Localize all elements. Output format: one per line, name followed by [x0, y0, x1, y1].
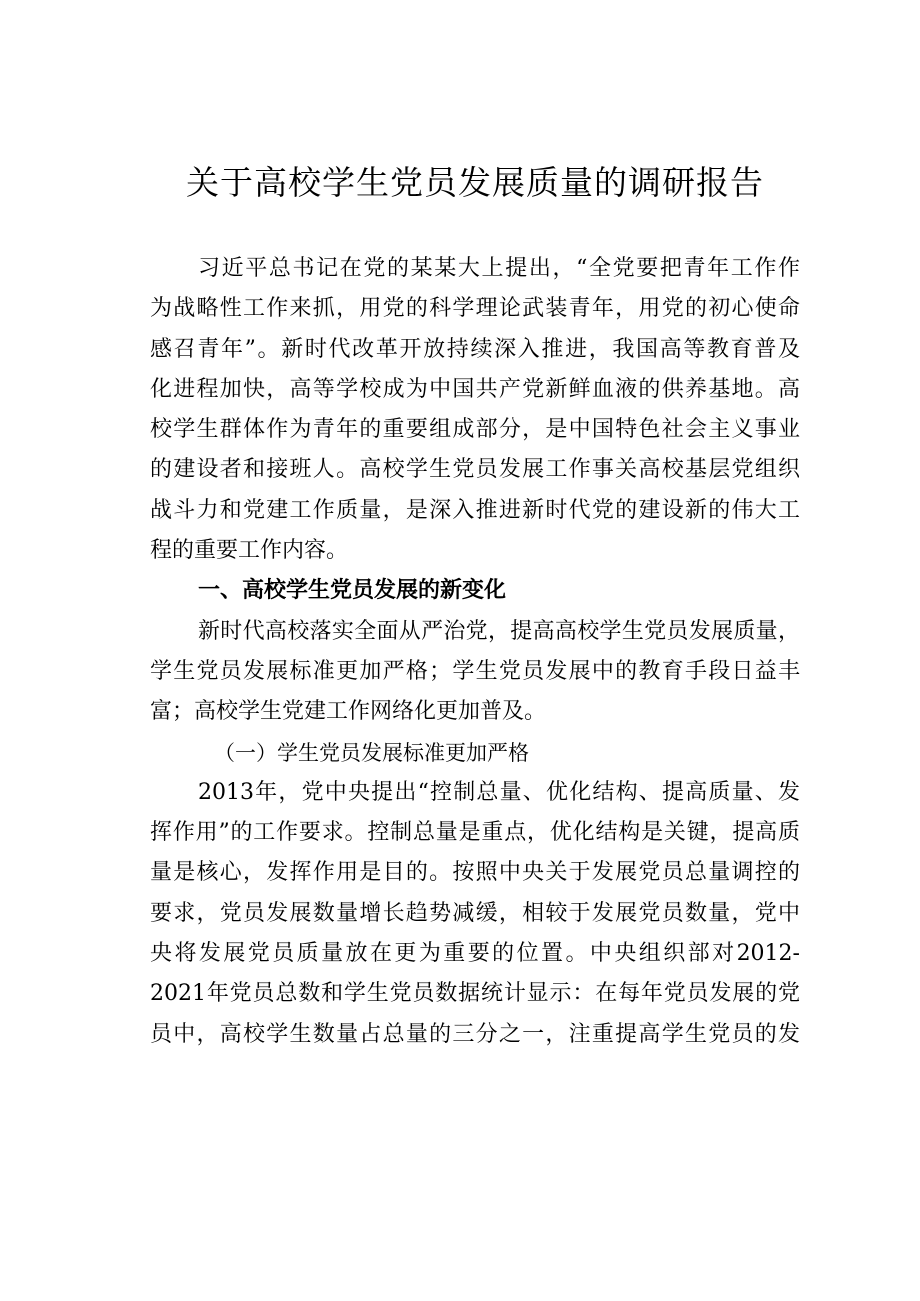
document-title: 关于高校学生党员发展质量的调研报告 [186, 163, 764, 202]
text-line: 习近平总书记在党的某某大上提出，“全党要把青年工作作 [198, 256, 800, 281]
section-heading: 一、高校学生党员发展的新变化 [198, 578, 507, 604]
paragraph-standards [150, 773, 800, 1055]
text-line: 为战略性工作来抓，用党的科学理论武装青年，用党的初心使命 [150, 296, 800, 322]
text-line: 校学生群体作为青年的重要组成部分，是中国特色社会主义事业 [150, 417, 800, 443]
text-line: 战斗力和党建工作质量，是深入推进新时代党的建设新的伟大工 [150, 497, 800, 523]
text-line: 化进程加快，高等学校成为中国共产党新鲜血液的供养基地。高 [150, 376, 800, 402]
text-line: 的建设者和接班人。高校学生党员发展工作事关高校基层党组织 [150, 457, 800, 483]
text-line: 要求，党员发展数量增长趋势减缓，相较于发展党员数量，党中 [150, 900, 800, 926]
paragraph-intro [150, 249, 800, 571]
text-line: 感召青年”。新时代改革开放持续深入推进，我国高等教育普及 [150, 336, 800, 362]
text-line: 2021年党员总数和学生党员数据统计显示：在每年党员发展的党 [150, 981, 800, 1007]
text-line: 量是核心，发挥作用是目的。按照中央关于发展党员总量调控的 [150, 860, 800, 886]
text-line: 员中，高校学生数量占总量的三分之一，注重提高学生党员的发 [150, 1021, 800, 1047]
paragraph-section-summary [150, 612, 800, 733]
text-line: 富；高校学生党建工作网络化更加普及。 [150, 699, 547, 725]
text-line: 学生党员发展标准更加严格；学生党员发展中的教育手段日益丰 [150, 658, 800, 684]
text-line: 2013年，党中央提出“控制总量、优化结构、提高质量、发 [198, 779, 800, 805]
text-line: 程的重要工作内容。 [150, 538, 349, 564]
subsection-heading: （一）学生党员发展标准更加严格 [214, 740, 529, 765]
text-line: 央将发展党员质量放在更为重要的位置。中央组织部对2012- [150, 941, 800, 967]
document-body [150, 249, 800, 1055]
text-line: 新时代高校落实全面从严治党，提高高校学生党员发展质量， [198, 618, 800, 644]
text-line: 挥作用”的工作要求。控制总量是重点，优化结构是关键，提高质 [150, 820, 800, 846]
